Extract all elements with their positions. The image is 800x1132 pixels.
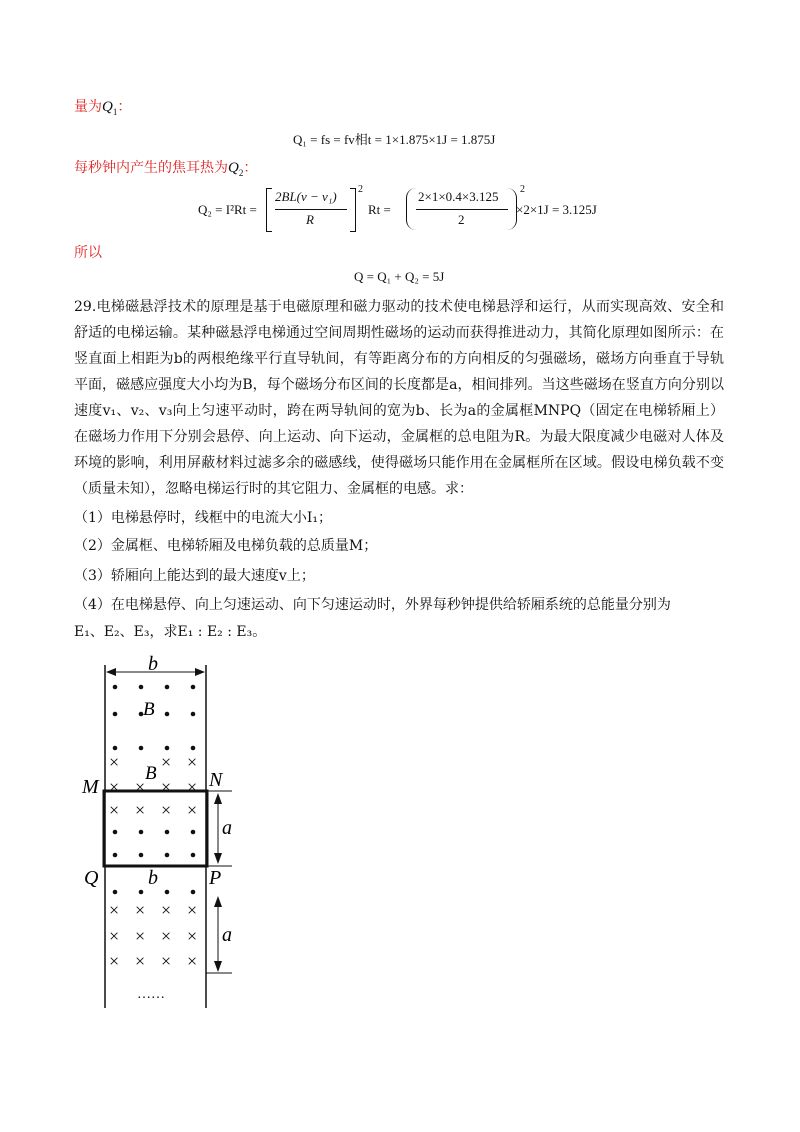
- question-4-line2: E₁、E₂、E₃，求E₁ : E₂ : E₃。: [74, 624, 267, 640]
- eq2-lhs: Q₂ = I²Rt =: [198, 202, 257, 217]
- field-dots-lower: [113, 890, 196, 895]
- eq2-frac-den: R: [306, 212, 314, 227]
- svg-text:×: ×: [109, 951, 120, 971]
- label-B-upper: B: [143, 699, 155, 720]
- svg-text:×: ×: [135, 926, 146, 946]
- equation-q1: Q₁ = fs = fv相t = 1×1.875×1J = 1.875J: [293, 132, 496, 147]
- svg-text:×: ×: [109, 752, 120, 772]
- label-B-lower: B: [145, 763, 157, 784]
- svg-text:×: ×: [187, 752, 198, 772]
- label-a-upper: a: [222, 817, 232, 839]
- eq2-frac-num: 2BL(v − v₁): [275, 189, 337, 204]
- label-Q: Q: [84, 867, 99, 889]
- svg-text:×: ×: [187, 777, 198, 797]
- svg-text:×: ×: [187, 926, 198, 946]
- svg-text:×: ×: [135, 800, 146, 820]
- question-4-line1: （4）在电梯悬停、向上匀速运动、向下匀速运动时，外界每秒钟提供给轿厢系统的总能量分别为: [74, 597, 671, 613]
- arrow-up-2: [214, 896, 222, 907]
- arrow-down-1: [214, 853, 222, 864]
- label-N: N: [209, 769, 223, 791]
- arrow-up-1: [214, 793, 222, 804]
- line1-label: 量为$Q_1$：: [74, 99, 132, 117]
- svg-text:×: ×: [161, 800, 172, 820]
- problem-paragraph: 电梯磁悬浮技术的原理是基于电磁原理和磁力驱动的技术使电梯悬浮和运行，从而实现高效、安全和舒适的电梯运输。某种磁悬浮电梯通过空间周期性磁场的运动而获得推进动力，其简化原理如图所示：在竖直面上相距为b的两根绝缘平行直导轨间，有等距离分布的方向相反的匀强磁场，磁场方向垂直于导轨平面，磁感应强度大小均为B，每个磁场分布区间的长度都是a，相间排列。当这些磁场在竖直方向分别以速度v₁、v₂、v₃向上匀速平动时，跨在两导轨间的宽为b、长为a的金属框MNPQ（固定在电梯轿厢上）在磁场力作用下分别会悬停、向上运动、向下运动，金属框的总电阻为R。为最大限度减少电磁对人体及环境的影响，利用屏蔽材料过滤多余的磁感线，使得磁场只能作用在金属框所在区域。假设电梯负载不变（质量未知），忽略电梯运行时的其它阻力、金属框的电感。求：: [74, 299, 724, 497]
- arrow-right: [195, 668, 205, 676]
- label-b-top: b: [148, 653, 158, 675]
- equation-q: Q = Q₁ + Q₂ = 5J: [354, 269, 445, 284]
- label-a-lower: a: [222, 924, 232, 946]
- svg-text:×: ×: [109, 777, 120, 797]
- svg-text:×: ×: [161, 900, 172, 920]
- ellipsis: ……: [137, 987, 165, 1002]
- question-3: （3）轿厢向上能达到的最大速度v上；: [74, 568, 315, 584]
- question-2: （2）金属框、电梯轿厢及电梯负载的总质量M；: [74, 538, 378, 554]
- line2-label: 每秒钟内产生的焦耳热为$Q_2$：: [74, 160, 258, 178]
- svg-text:×: ×: [161, 752, 172, 772]
- svg-text:×: ×: [161, 777, 172, 797]
- svg-text:×: ×: [135, 777, 146, 797]
- svg-text:×: ×: [161, 926, 172, 946]
- svg-text:×: ×: [109, 900, 120, 920]
- field-crosses-lower: [109, 900, 197, 971]
- eq2-frac2-den: 2: [458, 212, 465, 227]
- question-1: （1）电梯悬停时，线框中的电流大小I₁；: [74, 510, 333, 526]
- svg-text:×: ×: [187, 800, 198, 820]
- svg-text:×: ×: [187, 951, 198, 971]
- problem-number: 29.: [74, 299, 97, 315]
- line3-label: 所以: [74, 245, 102, 261]
- eq2-tail: ×2×1J = 3.125J: [516, 202, 597, 217]
- svg-text:×: ×: [135, 951, 146, 971]
- svg-text:×: ×: [161, 951, 172, 971]
- svg-text:×: ×: [135, 900, 146, 920]
- label-b-bottom: b: [148, 867, 158, 889]
- exponent: 2: [358, 184, 363, 195]
- svg-text:×: ×: [109, 926, 120, 946]
- arrow-down-2: [214, 961, 222, 972]
- svg-text:×: ×: [187, 900, 198, 920]
- eq2-frac2-num: 2×1×0.4×3.125: [418, 189, 499, 204]
- label-P: P: [209, 867, 222, 889]
- svg-text:×: ×: [109, 800, 120, 820]
- exponent-2: 2: [520, 184, 525, 195]
- field-crosses-frame: [109, 800, 197, 820]
- eq2-mid: Rt =: [368, 202, 391, 217]
- field-dots-frame: [113, 830, 196, 858]
- arrow-left: [106, 668, 116, 676]
- label-M: M: [82, 776, 99, 798]
